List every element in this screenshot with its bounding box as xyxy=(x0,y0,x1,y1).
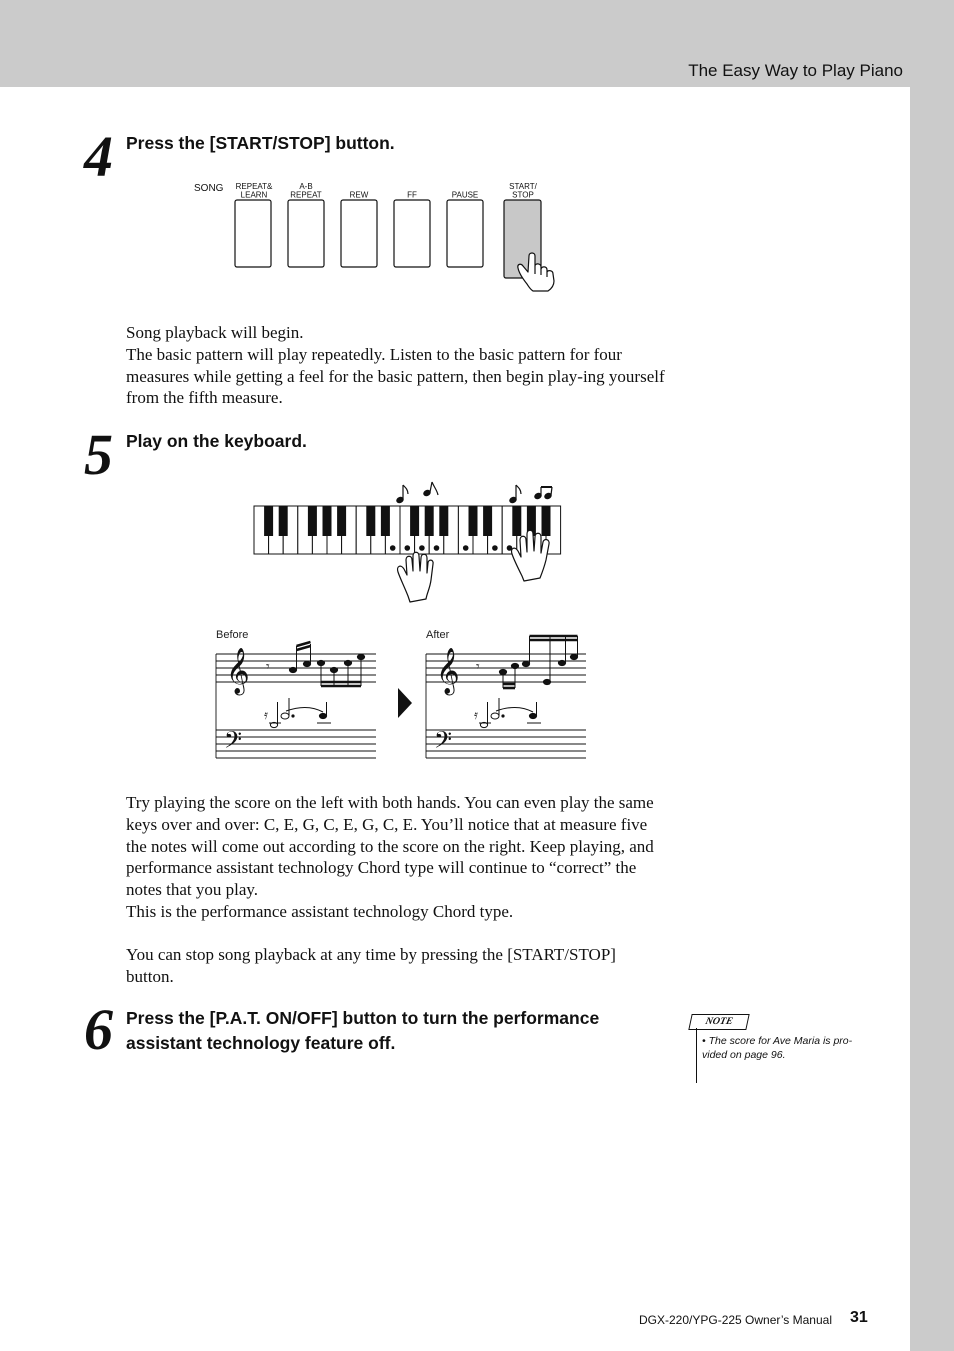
step-4-title: Press the [START/STOP] button. xyxy=(126,133,395,153)
rew-label: REW xyxy=(349,190,369,200)
song-section-label: SONG xyxy=(194,183,224,194)
step-4-body xyxy=(126,322,666,409)
step-6-title xyxy=(126,1006,599,1056)
svg-text:𝄿: 𝄿 xyxy=(474,707,478,722)
svg-text:𝄾: 𝄾 xyxy=(266,658,270,674)
black-key[interactable] xyxy=(366,506,375,536)
black-key[interactable] xyxy=(323,506,332,536)
key-marker-dot xyxy=(390,545,396,551)
page-number: 31 xyxy=(850,1309,868,1326)
start-stop-label-1: START/ xyxy=(509,182,537,191)
rew-button[interactable] xyxy=(341,191,377,268)
score-before-label: Before xyxy=(216,629,249,641)
key-marker-dot xyxy=(463,545,469,551)
ff-key xyxy=(394,200,430,267)
step-number-6: 6 xyxy=(84,997,113,1062)
step-number-5: 5 xyxy=(84,422,113,487)
ab-repeat-key xyxy=(288,200,324,267)
ff-label: FF xyxy=(407,190,417,200)
left-hand-icon xyxy=(398,552,434,602)
step-5-paragraph-1: Try playing the score on the left with both hands. You can even play the same keys over and over: C, E, G, C, E, G, C, E. You’ll notice that at measure five the notes will come out according to the score on the right. Keep playing, and performance assistant technology Chord type will continue to “correct” the notes that you play. xyxy=(126,793,654,900)
svg-text:𝄢: 𝄢 xyxy=(434,727,453,758)
svg-text:𝄞: 𝄞 xyxy=(436,649,460,693)
after-treble-notes xyxy=(476,636,578,688)
step-5-body xyxy=(126,792,666,987)
repeat-learn-label-1: REPEAT& xyxy=(235,182,273,191)
pause-label: PAUSE xyxy=(451,190,479,200)
black-key[interactable] xyxy=(512,506,521,536)
step-6-title-line-2: assistant technology feature off. xyxy=(126,1033,396,1053)
black-key[interactable] xyxy=(279,506,288,536)
ff-button[interactable] xyxy=(394,191,430,268)
ab-repeat-button[interactable] xyxy=(288,182,324,267)
treble-clef-icon xyxy=(226,648,460,696)
start-stop-label-2: STOP xyxy=(512,190,534,200)
music-notes-icon xyxy=(396,482,552,504)
key-marker-dot xyxy=(405,545,411,551)
repeat-learn-button[interactable] xyxy=(235,182,273,267)
black-key[interactable] xyxy=(264,506,273,536)
before-bass-notes xyxy=(264,698,331,728)
pause-button[interactable] xyxy=(447,191,483,268)
note-label: NOTE xyxy=(688,1014,749,1030)
svg-text:𝄞: 𝄞 xyxy=(226,649,250,693)
score-comparison-illustration xyxy=(210,624,600,760)
svg-text:𝄢: 𝄢 xyxy=(224,727,243,758)
side-gray-band xyxy=(910,87,954,1351)
black-key[interactable] xyxy=(337,506,346,536)
key-marker-dot xyxy=(419,545,425,551)
ab-repeat-label-1: A-B xyxy=(299,182,313,191)
step-6-title-line-1: Press the [P.A.T. ON/OFF] button to turn the performance xyxy=(126,1008,600,1028)
keyboard-illustration xyxy=(250,478,570,606)
pause-key xyxy=(447,200,483,267)
bass-clef-icon xyxy=(224,727,452,758)
step-5-paragraph-3: You can stop song playback at any time by pressing the [START/STOP] button. xyxy=(126,944,616,986)
black-key[interactable] xyxy=(381,506,390,536)
note-text: • The score for Ave Maria is pro-vided on page 96. xyxy=(702,1035,853,1061)
piano-keys xyxy=(254,506,561,554)
step-4-paragraph-2: The basic pattern will play repeatedly. Listen to the basic pattern for four measures while getting a feel for the basic pattern, then begin play-ing yourself from the fifth measure. xyxy=(126,344,665,408)
score-after-label: After xyxy=(426,629,450,641)
page-header-title: The Easy Way to Play Piano xyxy=(688,61,903,80)
after-bass-notes xyxy=(474,698,541,728)
repeat-learn-label-2: LEARN xyxy=(240,190,268,200)
step-4-paragraph-1: Song playback will begin. xyxy=(126,323,304,342)
black-key[interactable] xyxy=(308,506,317,536)
arrow-icon xyxy=(398,688,412,718)
before-treble-notes xyxy=(266,642,365,686)
key-marker-dot xyxy=(434,545,440,551)
step-5-paragraph-2: This is the performance assistant technology Chord type. xyxy=(126,901,514,921)
svg-text:𝄾: 𝄾 xyxy=(476,658,480,674)
ab-repeat-label-2: REPEAT xyxy=(290,190,322,200)
repeat-learn-key xyxy=(235,200,271,267)
black-key[interactable] xyxy=(425,506,434,536)
control-panel-illustration xyxy=(190,178,570,296)
key-marker-dot xyxy=(492,545,498,551)
black-key[interactable] xyxy=(542,506,551,536)
black-key[interactable] xyxy=(410,506,419,536)
black-key[interactable] xyxy=(469,506,478,536)
footer-manual-title: DGX-220/YPG-225 Owner’s Manual xyxy=(639,1313,832,1327)
note-divider xyxy=(696,1028,697,1083)
step-5-title: Play on the keyboard. xyxy=(126,431,307,451)
rew-key xyxy=(341,200,377,267)
black-key[interactable] xyxy=(483,506,492,536)
svg-text:𝄿: 𝄿 xyxy=(264,707,268,722)
step-number-4: 4 xyxy=(84,124,113,189)
black-key[interactable] xyxy=(439,506,448,536)
